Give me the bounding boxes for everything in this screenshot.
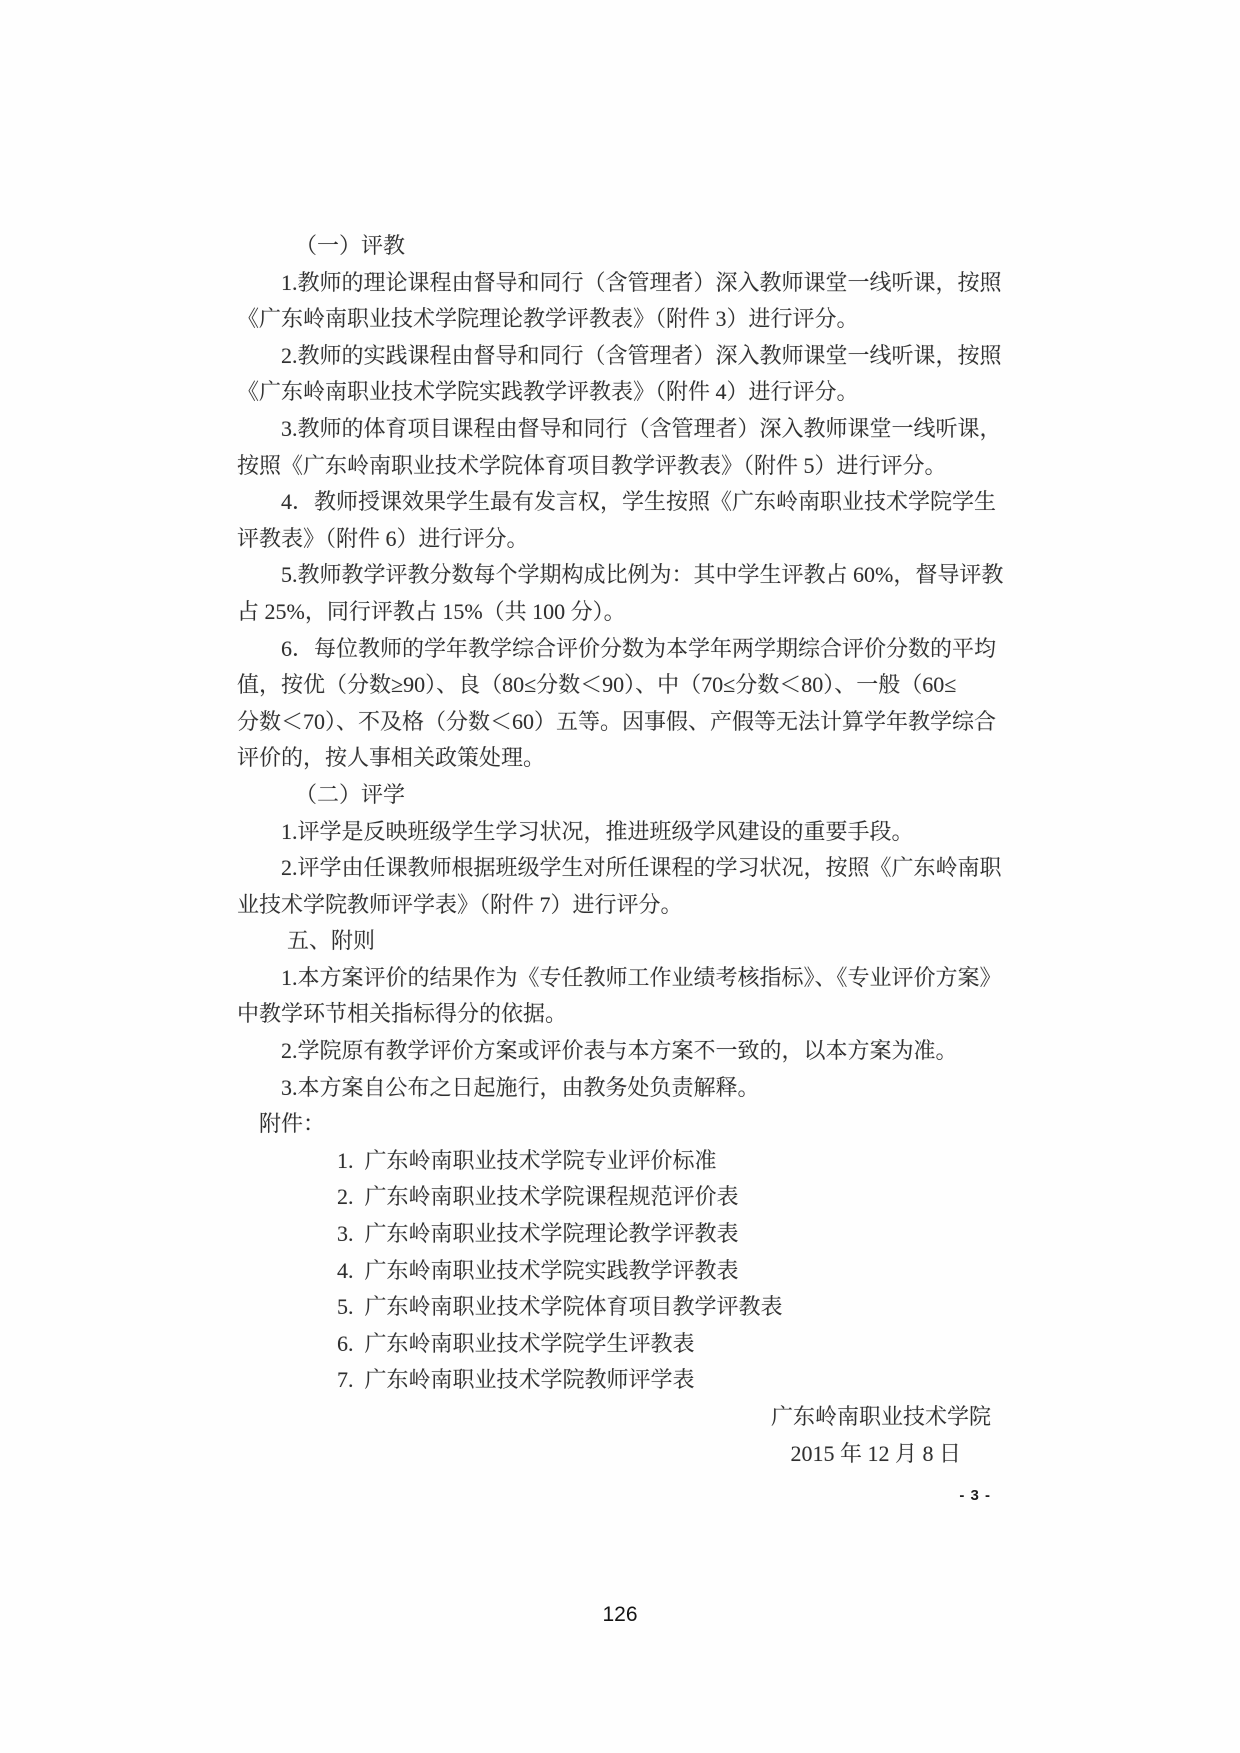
section-heading: （一）评教 [295,233,406,258]
signature-date: 2015 年 12 月 8 日 [790,1440,961,1466]
paragraph-line: 1.教师的理论课程由督导和同行（含管理者）深入教师课堂一线听课，按照 [281,269,1002,295]
paragraph-line: 《广东岭南职业技术学院实践教学评教表》（附件 4）进行评分。 [237,379,859,405]
paragraph-line: 中教学环节相关指标得分的依据。 [237,1001,568,1027]
section-heading: 五、附则 [287,928,376,954]
paragraph-line: 2.评学由任课教师根据班级学生对所任课程的学习状况，按照《广东岭南职 [281,855,1002,881]
paragraph-line: 占 25%，同行评教占 15%（共 100 分）。 [237,598,626,624]
paragraph-line: 业技术学院教师评学表》（附件 7）进行评分。 [237,891,683,917]
attachment-item: 7. 广东岭南职业技术学院教师评学表 [337,1367,695,1393]
paragraph-line: 《广东岭南职业技术学院理论教学评教表》（附件 3）进行评分。 [237,306,859,332]
attachment-item: 2. 广东岭南职业技术学院课程规范评价表 [337,1184,739,1210]
section-heading: （二）评学 [295,781,406,807]
paragraph-line: 评教表》（附件 6）进行评分。 [237,525,529,551]
paragraph-line: 4．教师授课效果学生最有发言权，学生按照《广东岭南职业技术学院学生 [281,489,997,515]
attachment-item: 5. 广东岭南职业技术学院体育项目教学评教表 [337,1294,783,1320]
attachments-label: 附件： [259,1111,326,1137]
attachment-item: 1. 广东岭南职业技术学院专业评价标准 [337,1147,717,1173]
paragraph-line: 1.本方案评价的结果作为《专任教师工作业绩考核指标》、《专业评价方案》 [281,964,1002,990]
attachment-item: 4. 广东岭南职业技术学院实践教学评教表 [337,1257,739,1283]
paragraph-line: 分数＜70）、不及格（分数＜60）五等。因事假、产假等无法计算学年教学综合 [237,708,997,734]
paragraph-line: 按照《广东岭南职业技术学院体育项目教学评教表》（附件 5）进行评分。 [237,452,947,478]
paragraph-line: 3.教师的体育项目课程由督导和同行（含管理者）深入教师课堂一线听课， [281,415,1002,441]
footer-page-number: 126 [602,1603,638,1626]
attachment-item: 3. 广东岭南职业技术学院理论教学评教表 [337,1221,739,1247]
paragraph-line: 2.学院原有教学评价方案或评价表与本方案不一致的，以本方案为准。 [281,1038,958,1064]
paragraph-line: 评价的，按人事相关政策处理。 [237,745,546,771]
paragraph-line: 1.评学是反映班级学生学习状况，推进班级学风建设的重要手段。 [281,818,914,844]
document-lines [237,228,1003,1399]
paragraph-line: 3.本方案自公布之日起施行，由教务处负责解释。 [281,1074,760,1100]
paragraph-line: 6．每位教师的学年教学综合评价分数为本学年两学期综合评价分数的平均 [281,635,997,661]
signature-organization: 广东岭南职业技术学院 [770,1404,991,1429]
paragraph-line: 2.教师的实践课程由督导和同行（含管理者）深入教师课堂一线听课，按照 [281,342,1002,368]
document-page-number: - 3 - [959,1487,991,1505]
paragraph-line: 值，按优（分数≥90）、良（80≤分数＜90）、中（70≤分数＜80）、一般（60≤ [237,672,957,698]
attachment-item: 6. 广东岭南职业技术学院学生评教表 [337,1330,695,1356]
document-body [237,228,1003,1515]
paragraph-line: 5.教师教学评教分数每个学期构成比例为：其中学生评教占 60%，督导评教 [281,562,1004,588]
